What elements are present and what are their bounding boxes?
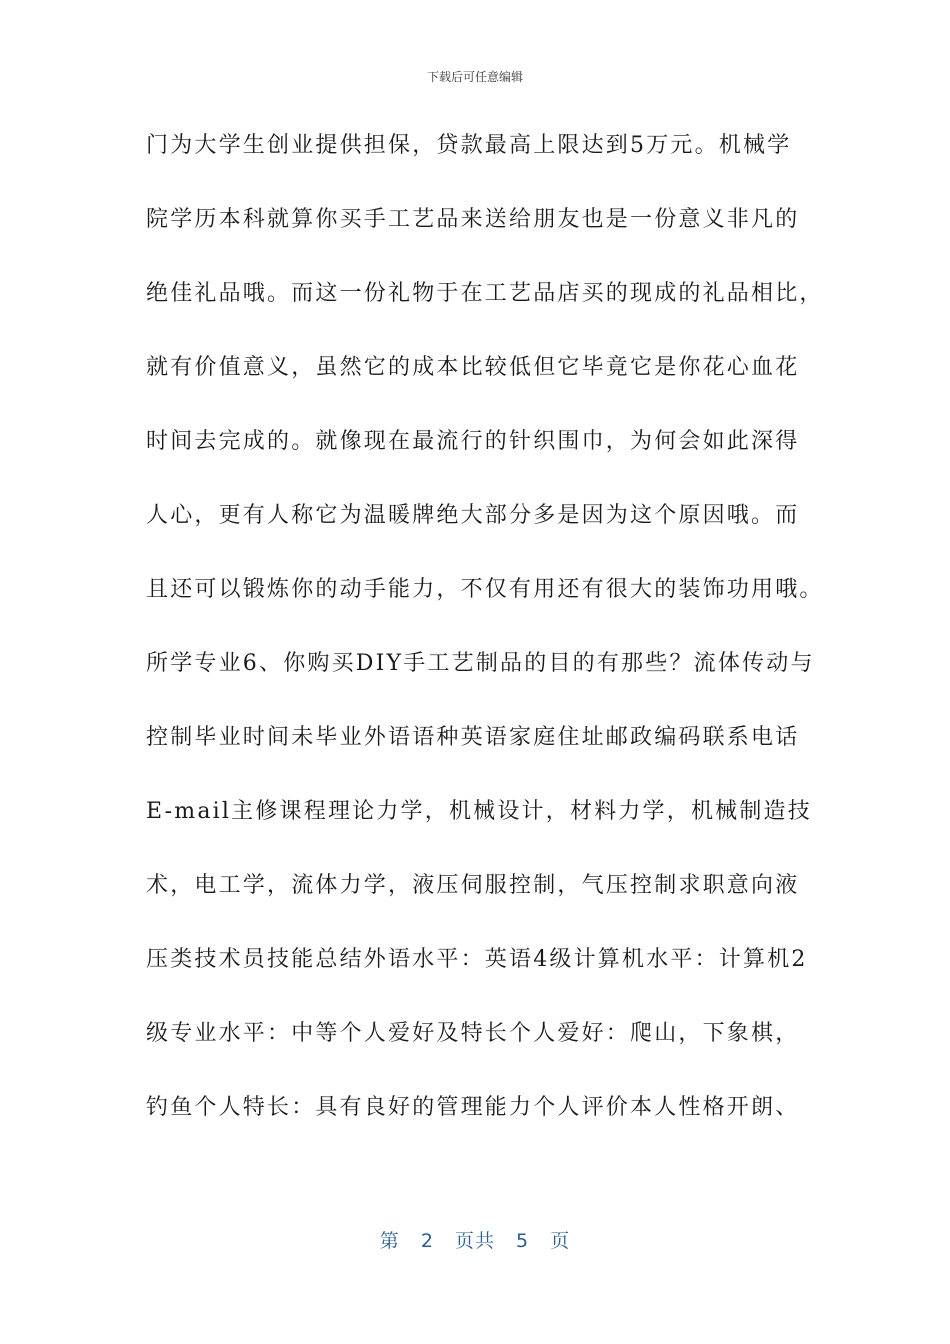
body-line: 且还可以锻炼你的动手能力，不仅有用还有很大的装饰功用哦。 [146, 577, 824, 602]
body-line: 人心，更有人称它为温暖牌绝大部分多是因为这个原因哦。而 [146, 503, 800, 528]
footer-label-page: 第 [379, 1230, 400, 1252]
body-line: 术，电工学，流体力学，液压伺服控制，气压控制求职意向液 [146, 873, 800, 898]
body-line: 门为大学生创业提供担保，贷款最高上限达到5万元。机械学 [146, 133, 792, 158]
body-line: 控制毕业时间未毕业外语语种英语家庭住址邮政编码联系电话 [146, 725, 800, 750]
body-line: 绝佳礼品哦。而这一份礼物于在工艺品店买的现成的礼品相比， [146, 281, 824, 306]
body-line: 级专业水平：中等个人爱好及特长个人爱好：爬山，下象棋， [146, 1021, 800, 1046]
body-line: 压类技术员技能总结外语水平：英语4级计算机水平：计算机2 [146, 947, 808, 972]
body-line: 所学专业6、你购买DIY手工艺制品的目的有那些？流体传动与 [146, 651, 815, 676]
body-line: E-mail主修课程理论力学，机械设计，材料力学，机械制造技 [146, 799, 812, 824]
footer-total-pages: 5 [516, 1230, 530, 1252]
footer-label-end: 页 [550, 1230, 571, 1252]
footer-label-total: 页共 [454, 1230, 495, 1252]
body-line: 钓鱼个人特长：具有良好的管理能力个人评价本人性格开朗、 [146, 1095, 800, 1120]
footer-current-page: 2 [420, 1230, 434, 1252]
body-line: 就有价值意义，虽然它的成本比较低但它毕竟它是你花心血花 [146, 355, 800, 380]
body-line: 院学历本科就算你买手工艺品来送给朋友也是一份意义非凡的 [146, 207, 800, 232]
page-header-note: 下载后可任意编辑 [426, 70, 523, 84]
body-line: 时间去完成的。就像现在最流行的针织围巾，为何会如此深得 [146, 429, 800, 454]
document-body [146, 126, 824, 1162]
page-number-footer [0, 1226, 950, 1253]
